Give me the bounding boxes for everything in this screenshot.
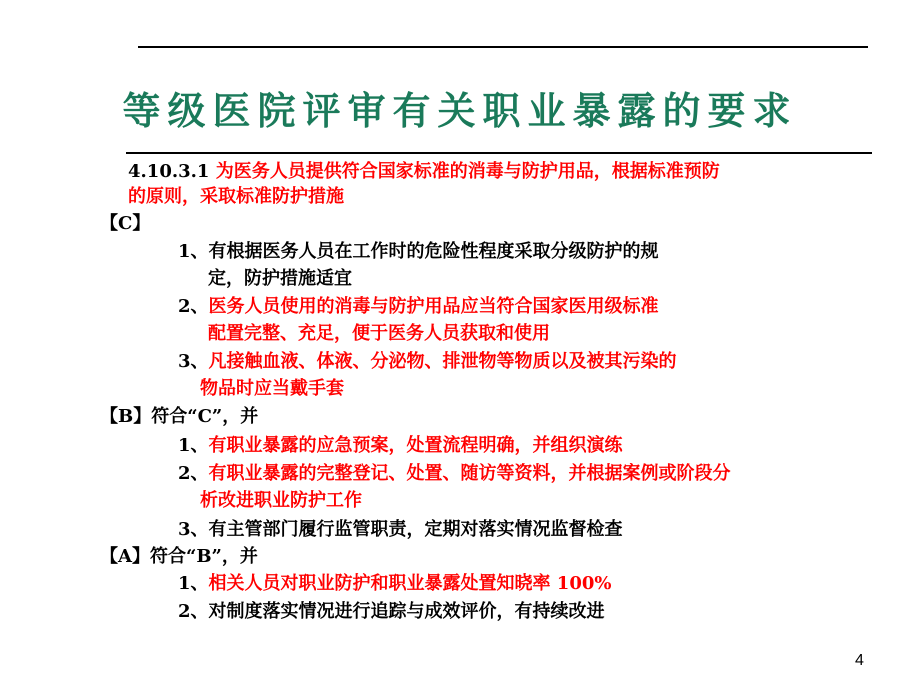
clause-number: 4.10.3.1 xyxy=(128,161,210,182)
level-b-item-3: 3、有主管部门履行监管职责，定期对落实情况监督检查 xyxy=(178,519,623,540)
level-b-item-2-line-2: 析改进职业防护工作 xyxy=(200,490,362,511)
level-c-item-2-text: 医务人员使用的消毒与防护用品应当符合国家医用级标准 xyxy=(208,296,659,317)
level-c-item-2-line-1 xyxy=(178,295,659,319)
level-b-item-2-text: 有职业暴露的完整登记、处置、随访等资料，并根据案例或阶段分 xyxy=(208,463,731,484)
top-divider xyxy=(138,46,868,48)
level-b-item-1-text: 有职业暴露的应急预案，处置流程明确，并组织演练 xyxy=(208,435,623,456)
level-c-item-1-line-2: 定，防护措施适宜 xyxy=(208,268,352,289)
level-c-item-1-line-1: 1、有根据医务人员在工作时的危险性程度采取分级防护的规 xyxy=(178,241,659,262)
level-a-item-1-text: 相关人员对职业防护和职业暴露处置知晓率 100% xyxy=(208,573,612,594)
level-b-item-1-num: 1、 xyxy=(178,435,209,456)
level-b-label: 【B】符合“C”，并 xyxy=(100,406,259,427)
level-b-item-1 xyxy=(178,434,623,458)
level-c-label: 【C】 xyxy=(100,213,151,234)
level-a-item-1-num: 1、 xyxy=(178,573,209,594)
clause-line-1 xyxy=(128,160,720,184)
level-b-item-2-line-1 xyxy=(178,462,731,486)
level-c-item-3-line-2: 物品时应当戴手套 xyxy=(200,378,344,399)
clause-text-2: 的原则，采取标准防护措施 xyxy=(128,186,344,207)
level-b-item-2-num: 2、 xyxy=(178,463,209,484)
level-c-item-2-line-2: 配置完整、充足，便于医务人员获取和使用 xyxy=(208,323,550,344)
level-a-label: 【A】符合“B”，并 xyxy=(100,546,258,567)
level-c-item-3-num: 3、 xyxy=(178,351,209,372)
title-divider xyxy=(126,152,872,154)
clause-text-1: 为医务人员提供符合国家标准的消毒与防护用品，根据标准预防 xyxy=(215,161,720,182)
level-a-item-2: 2、对制度落实情况进行追踪与成效评价，有持续改进 xyxy=(178,601,605,622)
level-c-item-3-line-1 xyxy=(178,350,677,374)
level-c-item-3-text: 凡接触血液、体液、分泌物、排泄物等物质以及被其污染的 xyxy=(208,351,677,372)
level-c-item-2-num: 2、 xyxy=(178,296,209,317)
page-number: 4 xyxy=(855,652,864,669)
page-title: 等级医院评审有关职业暴露的要求 xyxy=(122,89,798,133)
level-a-item-1 xyxy=(178,572,611,596)
